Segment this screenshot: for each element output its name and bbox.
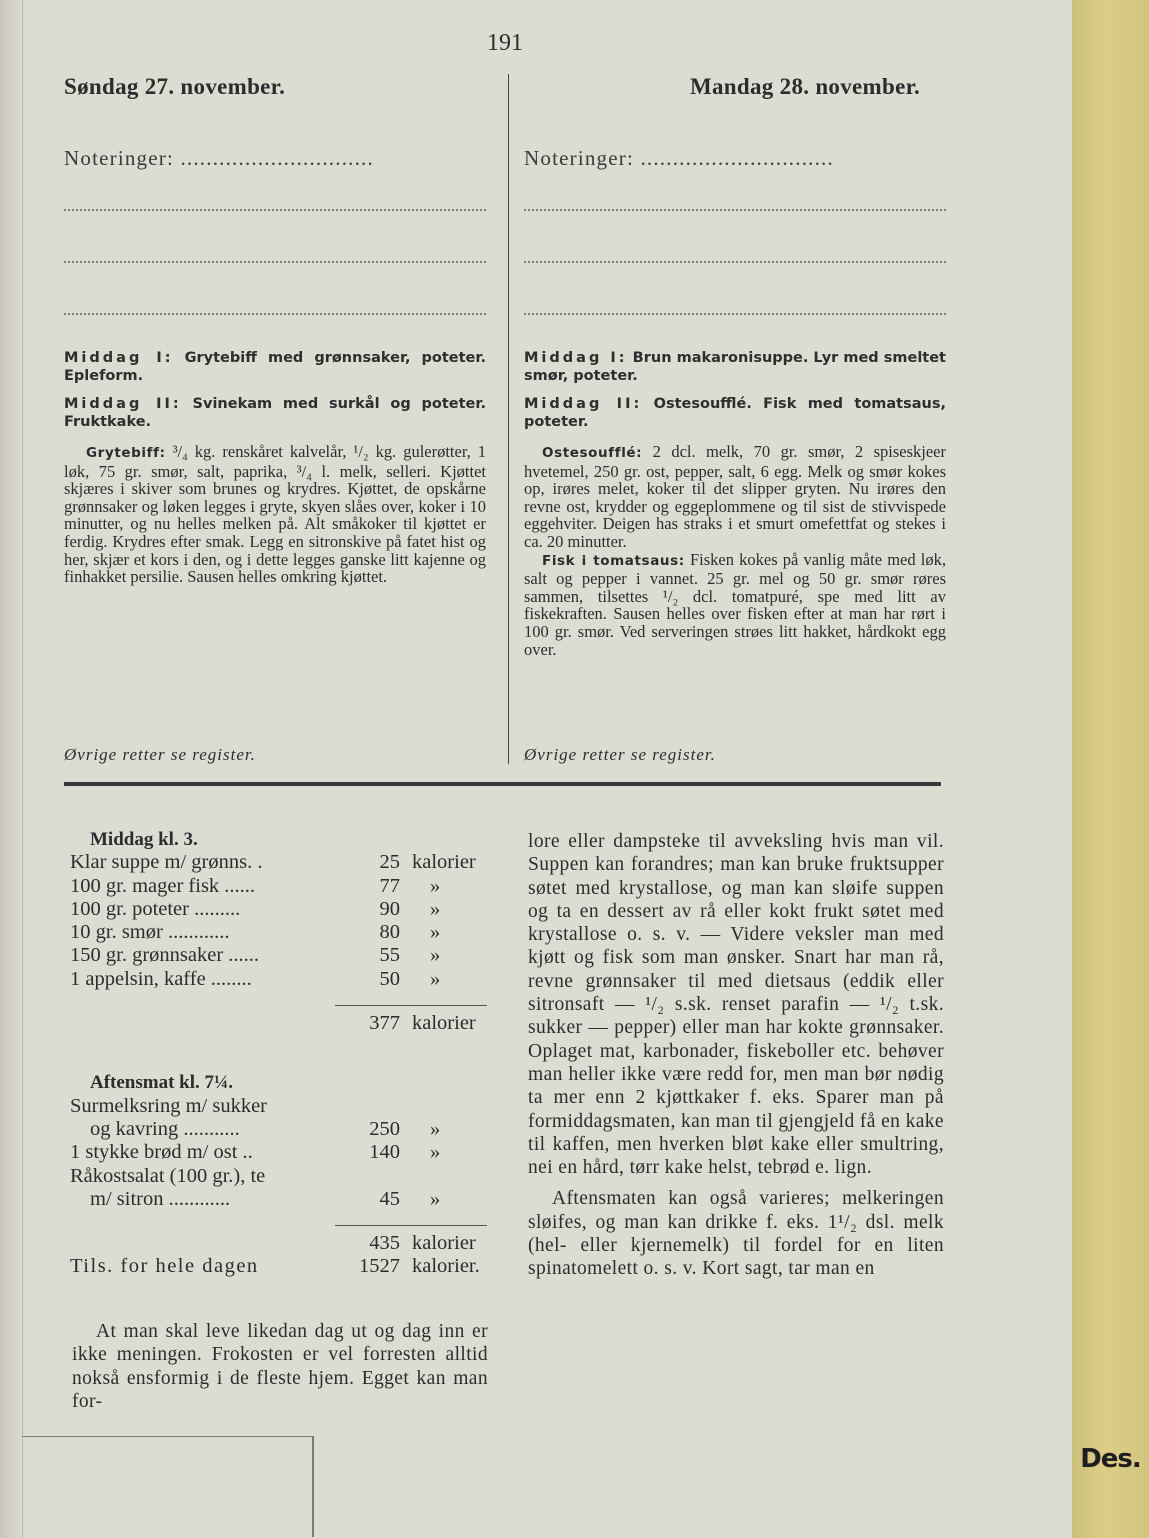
recipe-ostesouffle bbox=[524, 443, 946, 551]
recipe-grytebiff bbox=[64, 443, 486, 586]
dinner-option-text: Grytebiff med grønnsaker, poteter. Epleform. bbox=[64, 350, 486, 384]
calorie-menu bbox=[70, 828, 490, 1279]
notes-line bbox=[64, 299, 486, 315]
corner-stamp-box bbox=[22, 1436, 314, 1537]
notes-line bbox=[524, 247, 946, 263]
notes-label: Noteringer: bbox=[524, 146, 634, 170]
register-note-left: Øvrige retter se register. bbox=[64, 745, 256, 764]
menu-heading: Middag kl. 3. bbox=[90, 829, 198, 850]
day-title-left: Søndag 27. november. bbox=[64, 74, 286, 99]
page-gutter-edge bbox=[0, 0, 23, 1538]
sum-rule bbox=[335, 1005, 487, 1006]
menu-line: Surmelksring m/ sukker bbox=[70, 1094, 268, 1117]
menu-row: 150 gr. grønnsaker ...... 55 » bbox=[70, 944, 441, 967]
notes-line bbox=[524, 195, 946, 211]
menu-heading: Aftensmat kl. 7¼. bbox=[90, 1072, 234, 1094]
menu-row: 1 stykke brød m/ ost .. 140 » bbox=[70, 1141, 441, 1164]
body-text-right: lore eller dampsteke til avveksling hvis man vil. Suppen kan forandres; man kan bruke fruktsupper søtet med krystallose, og man kan sløife suppen og ta en dessert av rå eller kokt frukt søtet med krystallose o. s. v. — Videre veksler man med kjøtt og fisk som man ønsker. Snart har man rå, revne grønnsaker til med dietsaus (eddik eller sitronsaft — ¹/₂ s.sk. renset parafin — ¹/₂ t.sk. sukker — pepper) eller man har kokte grønnsaker. Oplaget mat, karbonader, fiskeboller etc. behøver man heller ikke være redd for, men man bør nødig ta mer enn 2 kjøttkaker f. eks. Sparer man på formiddagsmaten, kan man til gjengjeld få en kake til kaffen, men hverken bløt kake eller smultring, nei en hård, tørr kake helst, tebrød e. lign. Aftensmaten kan også varieres; melkeringen sløifes, og man kan drikke f. eks. 1¹/₂ dsl. melk (hel- eller kjernemelk) til fordel for en liten spinatomelett o. s. v. Kort sagt, tar man en bbox=[528, 831, 944, 1280]
notes-label: Noteringer: bbox=[64, 146, 174, 170]
notes-field-left: Noteringer: .............................. bbox=[64, 146, 374, 170]
recipe-label: Ostesoufflé: bbox=[542, 445, 643, 461]
menu-total: 377 kalorier bbox=[369, 1012, 476, 1035]
menu-row: Klar suppe m/ grønns. . 25 kalorier bbox=[70, 851, 476, 874]
notes-field-right: Noteringer: .............................. bbox=[524, 146, 834, 170]
sum-rule bbox=[335, 1225, 487, 1226]
dinner-option-label: Middag I: bbox=[64, 350, 174, 366]
thumb-index-tab bbox=[1072, 0, 1149, 1538]
thumb-tab-label: Des. bbox=[1080, 1444, 1141, 1474]
notes-line bbox=[524, 299, 946, 315]
column-divider bbox=[508, 74, 509, 764]
recipe-text: 2 dcl. melk, 70 gr. smør, 2 spiseskjeer hvetemel, 250 gr. ost, pepper, salt, 6 egg. Melk og smør kokes op, irøres melet, koker til det slipper gryten. Nu irøres den revne ost, krydder og eggeplommene og til sist de stivvispede eggehviter. Deigen has straks i et smurt omefettfat og stekes i ca. 20 minutter. bbox=[524, 442, 946, 551]
recipe-text: Fisken kokes på vanlig måte med løk, salt og pepper i vannet. 25 gr. mel og 50 gr. smør røres sammen, tilsettes ¹/₂ dcl. tomatpuré, spe med litt av fiskekraften. Sausen helles over fisken efter at man har rørt i 100 gr. smør. Ved serveringen strøes litt hakket, hårdkokt egg over. bbox=[524, 549, 947, 659]
menu-row: m/ sitron ............ 45 » bbox=[90, 1187, 441, 1210]
dinner-option-1 bbox=[524, 349, 946, 385]
dinner-option-label: Middag II: bbox=[524, 396, 643, 412]
dinner-option-text: Ostesoufflé. Fisk med tomatsaus, poteter. bbox=[524, 396, 946, 430]
notes-line bbox=[64, 247, 486, 263]
menu-row: 1 appelsin, kaffe ........ 50 » bbox=[70, 967, 441, 990]
dinner-option-2 bbox=[64, 395, 486, 431]
day-total: Tils. for hele dagen 1527 kalorier. bbox=[70, 1255, 480, 1278]
recipe-fisk-tomatsaus bbox=[524, 551, 946, 659]
left-day-column bbox=[64, 146, 486, 586]
menu-row: 100 gr. poteter ......... 90 » bbox=[70, 897, 441, 920]
recipe-text: ³/₄ kg. renskåret kalvelår, ¹/₂ kg. gulerøtter, 1 løk, 75 gr. smør, salt, paprika, ³/₄ l. melk, selleri. Kjøttet skjæres i skiver som brunes og krydres. Kjøttet, de opskårne grønnsaker og løken legges i gryte, skyen slåes over, koker i 10 minutter, og nu helles melken på. Alt småkoker til kjøttet er ferdig. Krydres efter smak. Legg en sitronskive på fatet hist og her, skjær et kors i den, og i dette legges ganske litt kajenne og finhakket persilie. Sausen helles omkring kjøttet. bbox=[64, 442, 487, 587]
dinner-option-text: Brun makaronisuppe. Lyr med smeltet smør, poteter. bbox=[524, 350, 946, 384]
body-text-left: At man skal leve likedan dag ut og dag inn er ikke meningen. Frokosten er vel forresten alltid nokså ensformig i de fleste hjem. Egget kan man for- bbox=[72, 1321, 488, 1412]
menu-total: 435 kalorier bbox=[369, 1232, 476, 1255]
dinner-option-label: Middag II: bbox=[64, 396, 182, 412]
dinner-option-text: Svinekam med surkål og poteter. Fruktkake. bbox=[64, 396, 486, 430]
menu-row: 100 gr. mager fisk ...... 77 » bbox=[70, 874, 441, 897]
register-note-right: Øvrige retter se register. bbox=[524, 745, 716, 764]
dinner-option-label: Middag I: bbox=[524, 350, 628, 366]
section-divider bbox=[64, 782, 941, 786]
day-title-right: Mandag 28. november. bbox=[690, 74, 921, 99]
page-number: 191 bbox=[487, 30, 523, 56]
notes-line bbox=[64, 195, 486, 211]
recipe-label: Grytebiff: bbox=[86, 445, 166, 461]
menu-row: 10 gr. smør ............ 80 » bbox=[70, 921, 441, 944]
dinner-option-2 bbox=[524, 395, 946, 431]
recipe-label: Fisk i tomatsaus: bbox=[542, 552, 685, 569]
menu-row: og kavring ........... 250 » bbox=[90, 1117, 441, 1140]
dinner-option-1 bbox=[64, 349, 486, 385]
menu-line: Råkostsalat (100 gr.), te bbox=[70, 1164, 266, 1187]
right-day-column bbox=[524, 146, 946, 658]
